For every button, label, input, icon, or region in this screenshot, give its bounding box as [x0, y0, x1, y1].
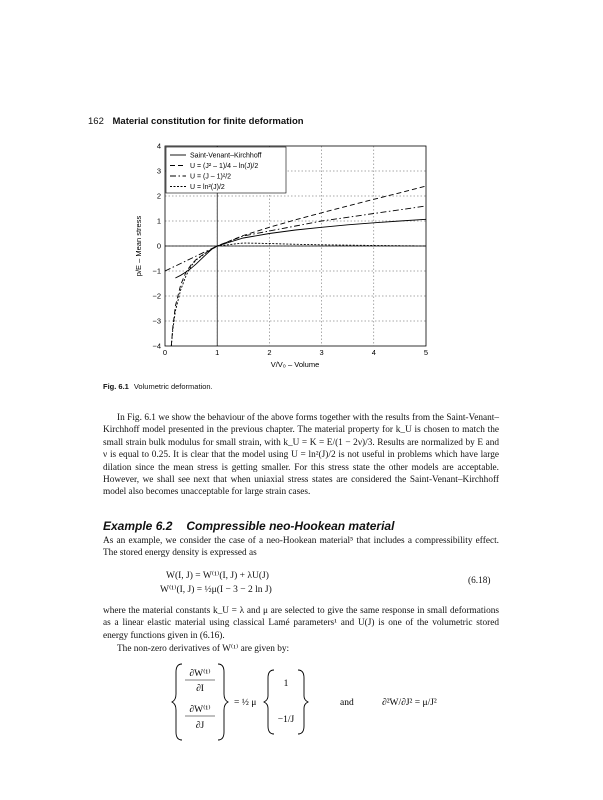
x-axis-label: V/V₀ – Volume — [270, 360, 320, 369]
coefficient: = ½ μ — [234, 698, 257, 708]
right-brace-open — [264, 670, 274, 734]
y-tick-label: 2 — [156, 191, 161, 201]
lhs-bot-num: ∂W⁽¹⁾ — [189, 705, 211, 715]
example-number: Example 6.2 — [103, 519, 173, 533]
figure-caption — [103, 382, 213, 391]
figure-label: Fig. 6.1 — [103, 382, 129, 391]
x-tick-label: 2 — [267, 348, 272, 357]
figure-caption-text: Volumetric deformation. — [133, 382, 213, 391]
paragraph-2: As an example, we consider the case of a neo-Hookean material⁵ that includes a compressibility effect. The stored energy density is expressed as — [103, 536, 499, 559]
equation-6-18 — [160, 569, 272, 597]
paragraph-4: The non-zero derivatives of W⁽¹⁾ are given by: — [117, 644, 290, 654]
y-tick-label: 0 — [156, 241, 161, 251]
and-text: and — [340, 698, 354, 708]
second-derivative: ∂²W/∂J² = μ/J² — [382, 698, 437, 708]
chapter-title: Material constitution for finite deformation — [112, 116, 304, 127]
series-lines — [165, 186, 426, 346]
chart-legend — [166, 147, 286, 193]
example-title: Compressible neo-Hookean material — [186, 519, 395, 533]
legend-entry-4: U = ln²(J)/2 — [190, 184, 225, 191]
x-tick-label: 1 — [215, 348, 220, 357]
y-tick-label: 1 — [156, 216, 161, 226]
y-tick-label: 4 — [156, 141, 161, 151]
paragraph-3: where the material constants k_U = λ and μ are selected to give the same response in small deformations as a linear elastic material using classical Lamé parameters¹ and U(J) is one of the volumetric stored energy functions given in (6.16). — [103, 606, 499, 641]
series-line-4 — [171, 243, 426, 346]
lhs-top-den: ∂I — [196, 684, 204, 694]
lhs-bot-den: ∂J — [195, 721, 205, 731]
y-tick-label: 3 — [156, 166, 161, 176]
example-heading — [103, 519, 394, 533]
y-tick-label: −2 — [152, 291, 161, 301]
page-number: 162 — [88, 116, 104, 127]
x-tick-label: 3 — [319, 348, 324, 357]
y-tick-label: −4 — [152, 341, 161, 351]
legend-entry-2: U = (J² – 1)/4 – ln(J)/2 — [190, 163, 259, 170]
right-brace-close — [298, 670, 308, 734]
y-tick-label: −3 — [152, 316, 161, 326]
left-brace-close — [218, 664, 228, 740]
figure-volumetric-deformation — [120, 135, 450, 380]
rhs-bot: −1/J — [277, 715, 295, 725]
equation-line-2: W⁽¹⁾(I, J) = ½μ(I − 3 − 2 ln J) — [160, 585, 272, 595]
x-tick-label: 4 — [371, 348, 376, 357]
x-tick-label: 5 — [423, 348, 429, 357]
equation-line-1: W(I, J) = W⁽¹⁾(I, J) + λU(J) — [166, 571, 269, 581]
equation-number: (6.18) — [468, 576, 491, 586]
rhs-top: 1 — [283, 679, 289, 689]
legend-entry-3: U = (J – 1)²/2 — [190, 173, 232, 181]
paragraph-1: In Fig. 6.1 we show the behaviour of the above forms together with the results from the Saint-Venant–Kirchhoff model presented in the previous chapter. The material property for k_U is chosen to match the small strain bulk modulus for small strain, with k_U = K = E/(1 − 2ν)/3. Results are normalized by E and ν is equal to 0.25. It is clear that the model using U = ln²(J)/2 is not useful in problems which have large dilation since the mean stress is getting smaller. For this stress state the other models are acceptable. However, we shall see next that when uniaxial stress states are considered the Saint-Venant–Kirchhoff model also becomes unacceptable for large strain cases. — [103, 413, 499, 498]
left-brace-open — [172, 664, 182, 740]
derivatives-equation — [170, 660, 470, 744]
running-head — [88, 116, 304, 127]
y-tick-label: −1 — [152, 266, 161, 276]
series-line-2 — [171, 186, 426, 346]
lhs-top-num: ∂W⁽¹⁾ — [189, 669, 211, 679]
x-tick-label: 0 — [162, 348, 168, 357]
y-axis-label: p/E – Mean stress — [134, 215, 143, 277]
legend-entry-1: Saint-Venant–Kirchhoff — [190, 152, 262, 160]
series-line-3 — [165, 206, 426, 271]
